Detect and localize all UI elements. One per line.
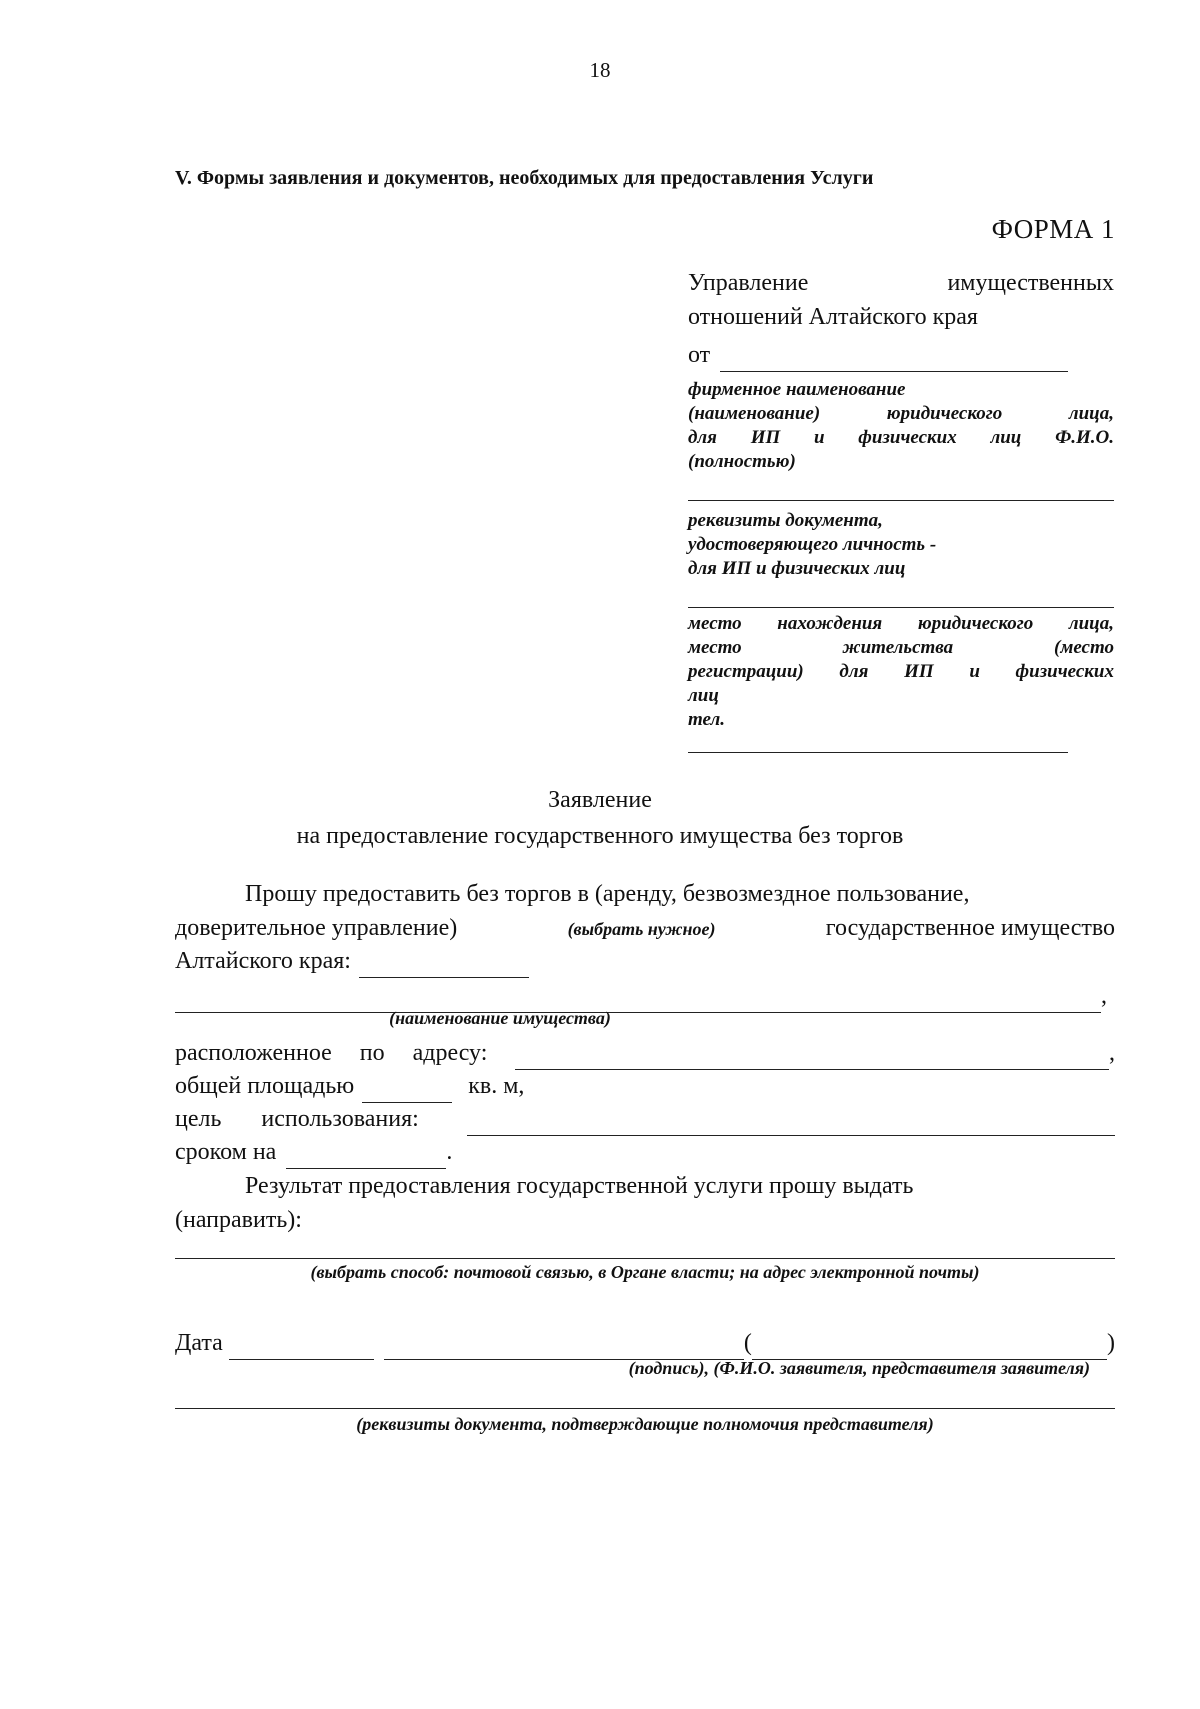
hint-address-line: место нахождения юридического лица, <box>688 613 1114 634</box>
address-word: по <box>359 1040 385 1066</box>
recipient-org-line1 <box>688 266 1114 300</box>
body-text-segment: Алтайского края: <box>175 948 351 974</box>
comma: , <box>1109 1040 1115 1066</box>
term-dot: . <box>446 1139 453 1165</box>
property-short-field[interactable] <box>359 953 529 978</box>
application-subtitle: на предоставление государственного имущества без торгов <box>296 823 904 849</box>
address-field[interactable] <box>688 607 1114 608</box>
body-text-segment: доверительное управление) <box>175 915 458 941</box>
hint-name-line: (полностью) <box>688 451 796 472</box>
section-title: V. Формы заявления и документов, необходимых для предоставления Услуги <box>175 167 874 189</box>
term-row <box>175 1136 452 1169</box>
hint-name-line: фирменное наименование <box>688 379 906 400</box>
signature-field[interactable] <box>384 1335 744 1360</box>
from-label: от <box>688 342 711 368</box>
purpose-row <box>175 1103 1115 1136</box>
purpose-field[interactable] <box>467 1111 1115 1136</box>
body-text-segment: государственное имущество <box>825 915 1115 941</box>
hint-document <box>688 509 1114 581</box>
address-word: адресу: <box>412 1040 488 1066</box>
comma: , <box>1101 983 1107 1009</box>
hint-address-line: место жительства (место <box>688 637 1114 658</box>
page-number: 18 <box>589 58 611 82</box>
hint-document-line: для ИП и физических лиц <box>688 558 906 579</box>
address-row <box>175 1037 1115 1070</box>
result-line2: (направить): <box>175 1207 302 1233</box>
recipient-block <box>688 266 1114 753</box>
paren-close: ) <box>1107 1330 1115 1356</box>
application-title: Заявление <box>548 787 652 813</box>
hint-name <box>688 378 1114 474</box>
result-line1: Результат предоставления государственной услуги прошу выдать <box>245 1173 914 1199</box>
area-row <box>175 1070 524 1103</box>
phone-label: тел. <box>688 709 725 730</box>
hint-property-name: (наименование имущества) <box>389 1008 611 1028</box>
term-label: сроком на <box>175 1139 277 1165</box>
hint-document-line: удостоверяющего личность - <box>688 534 937 555</box>
paren-open: ( <box>743 1330 752 1356</box>
hint-address <box>688 612 1114 732</box>
purpose-word: цель <box>175 1106 222 1132</box>
hint-name-line: для ИП и физических лиц Ф.И.О. <box>688 427 1114 448</box>
area-field[interactable] <box>362 1078 452 1103</box>
from-field[interactable] <box>720 349 1068 372</box>
hint-document-line: реквизиты документа, <box>688 510 883 531</box>
date-label: Дата <box>175 1330 223 1356</box>
hint-authority: (реквизиты документа, подтверждающие полномочия представителя) <box>356 1414 934 1434</box>
hint-choose: (выбрать нужное) <box>567 919 716 939</box>
purpose-word: использования: <box>261 1106 419 1132</box>
address-input-field[interactable] <box>515 1045 1109 1070</box>
term-field[interactable] <box>286 1144 446 1169</box>
hint-method: (выбрать способ: почтовой связью, в Органе власти; на адрес электронной почты) <box>310 1262 980 1282</box>
date-field[interactable] <box>229 1335 374 1360</box>
body-para1-line2 <box>175 912 1115 946</box>
recipient-org-word1: Управление <box>688 270 809 296</box>
body-para1-line3 <box>175 945 529 978</box>
application-title-block <box>0 782 1200 854</box>
recipient-org-word2: имущественных <box>947 270 1114 296</box>
hint-signature: (подпись), (Ф.И.О. заявителя, представителя заявителя) <box>628 1358 1090 1378</box>
authority-document-field[interactable] <box>175 1408 1115 1409</box>
hint-address-line: регистрации) для ИП и физических <box>688 661 1114 682</box>
hint-address-line: лиц <box>688 685 719 706</box>
address-word: расположенное <box>175 1040 332 1066</box>
phone-field[interactable] <box>688 752 1068 753</box>
area-label: общей площадью <box>175 1073 355 1099</box>
recipient-org-line2: отношений Алтайского края <box>688 304 978 330</box>
form-label: ФОРМА 1 <box>991 214 1115 244</box>
from-row <box>688 338 1114 372</box>
date-row <box>175 1327 1115 1360</box>
applicant-name-field[interactable] <box>752 1335 1107 1360</box>
document-field[interactable] <box>688 500 1114 501</box>
area-unit: кв. м, <box>468 1073 525 1099</box>
body-para1-line1: Прошу предоставить без торгов в (аренду, безвозмездное пользование, <box>245 881 970 907</box>
hint-name-line: (наименование) юридического лица, <box>688 403 1114 424</box>
delivery-method-field[interactable] <box>175 1258 1115 1259</box>
